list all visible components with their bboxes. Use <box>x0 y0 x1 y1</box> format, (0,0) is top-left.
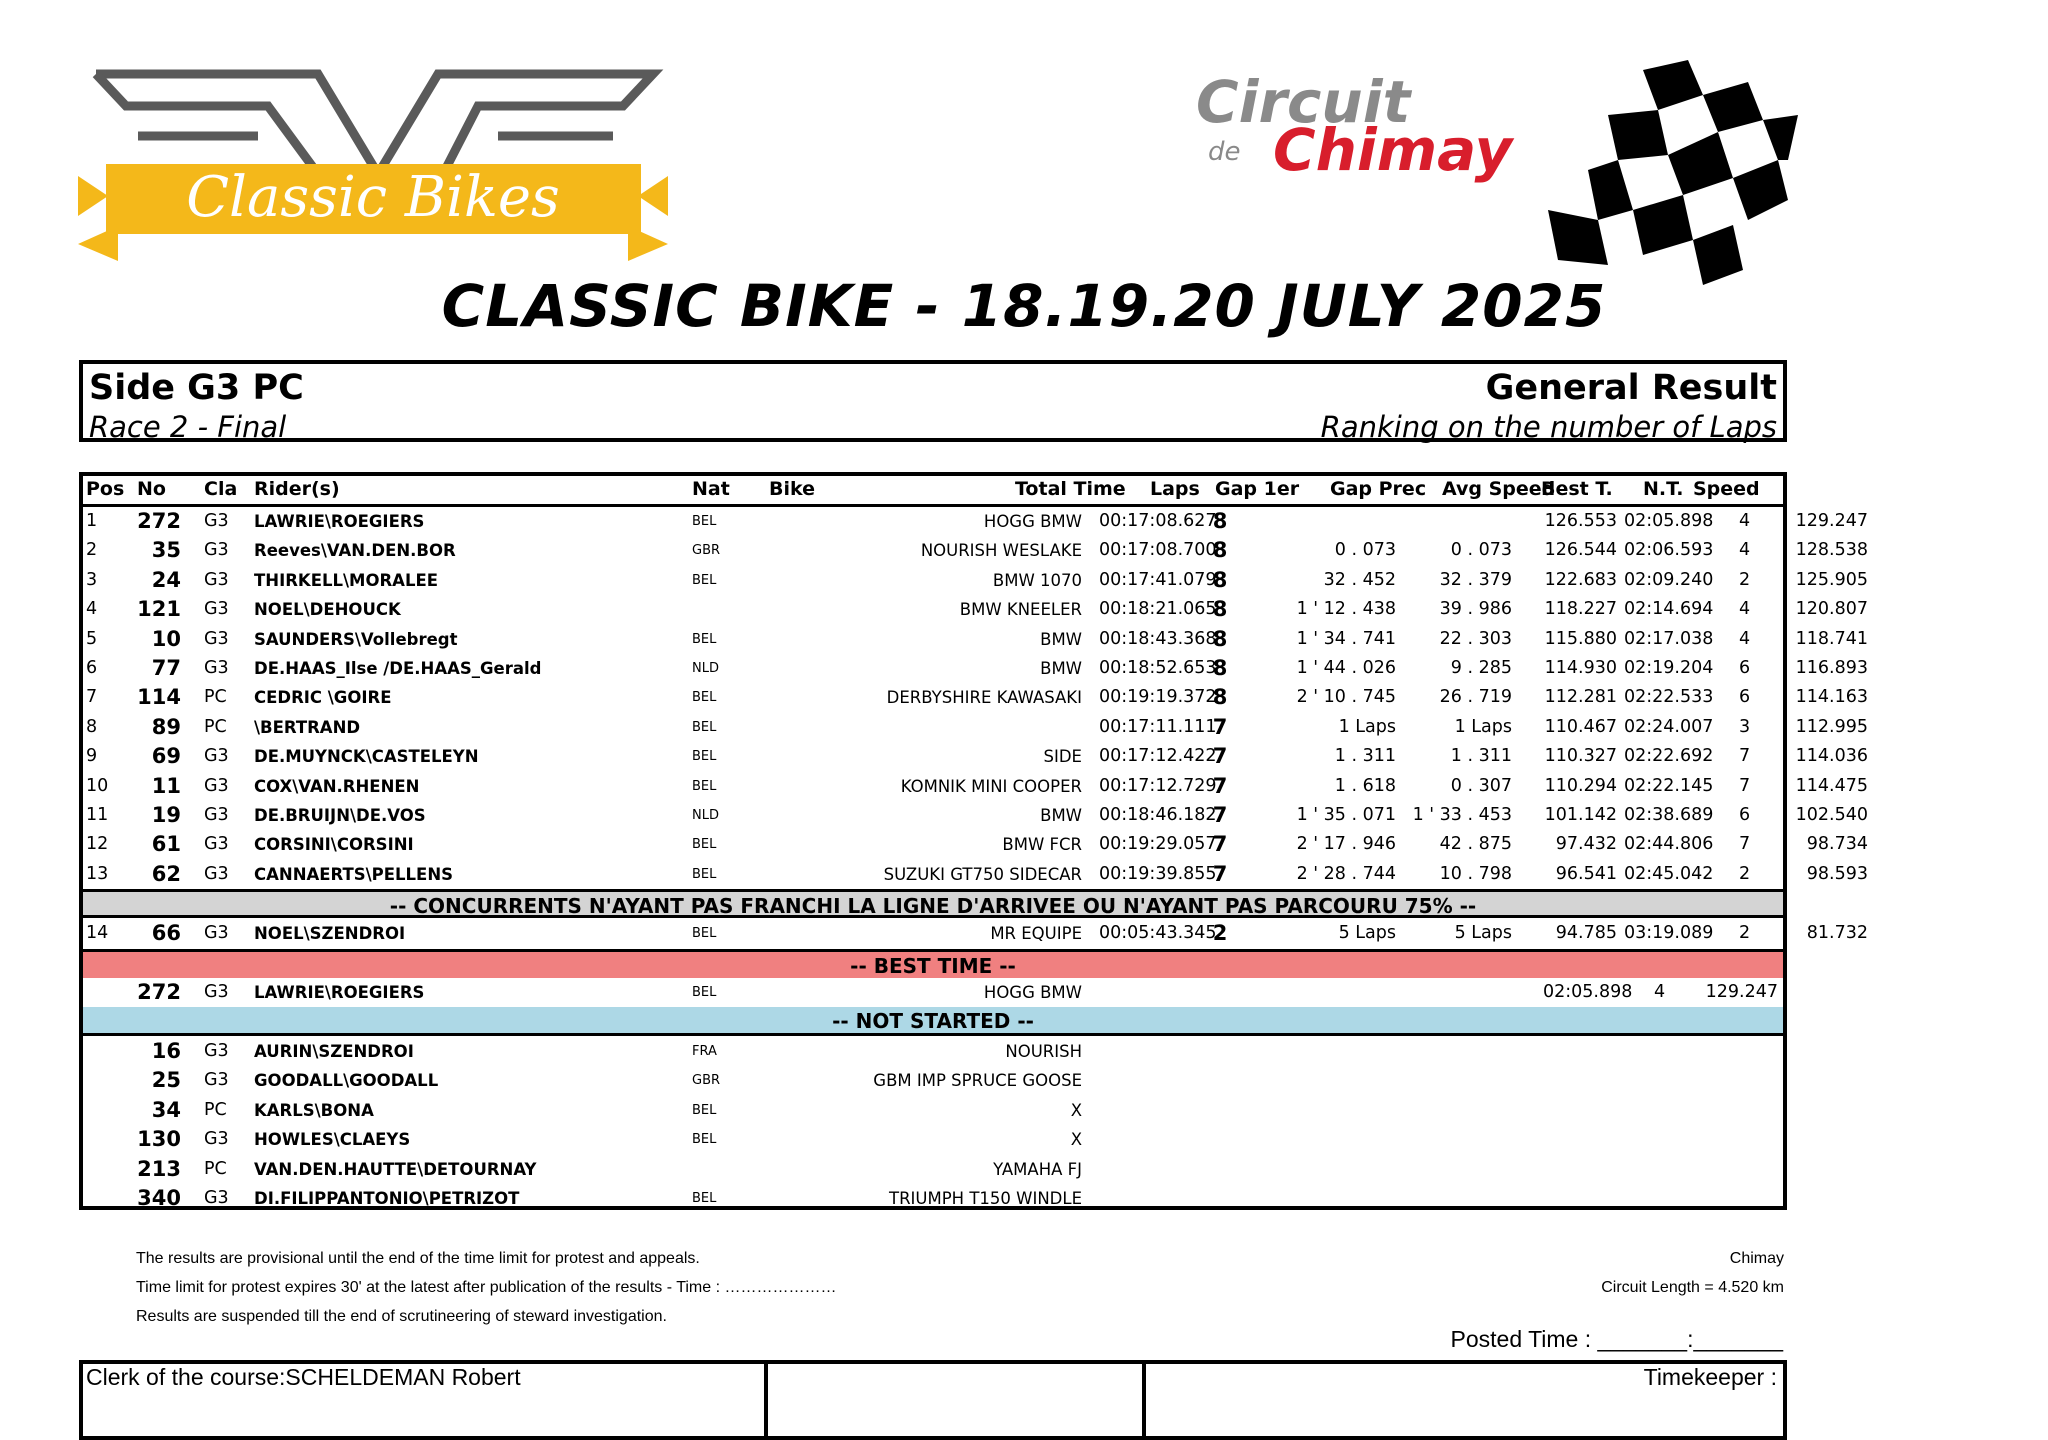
cell-no: 114 <box>137 685 181 710</box>
cell-laps: 8 <box>1212 626 1228 651</box>
col-header-laps: Laps <box>1150 478 1200 500</box>
cell-gap-prev: 32 . 379 <box>1439 569 1512 590</box>
cell-nat: GBR <box>692 1073 721 1089</box>
cell-pos: 9 <box>86 746 98 767</box>
result-type: General Result <box>1485 368 1777 408</box>
table-row <box>83 713 1868 742</box>
cell-speed: 102.540 <box>1795 805 1868 825</box>
cell-total-time: 00:17:12.422 <box>1099 746 1217 767</box>
cell-nat: FRA <box>692 1044 717 1059</box>
cell-gap-first: 5 Laps <box>1338 923 1396 943</box>
col-header-cla: Cla <box>204 478 238 500</box>
cell-avg-speed: 110.294 <box>1544 775 1617 796</box>
cell-laps: 8 <box>1212 509 1228 533</box>
cell-nat: BEL <box>692 1132 717 1148</box>
cell-gap-prev: 0 . 073 <box>1450 540 1512 561</box>
table-row <box>83 566 1868 595</box>
cell-nat: GBR <box>692 543 721 559</box>
cell-total-time: 00:17:08.700 <box>1099 540 1217 561</box>
cell-gap-prev: 22 . 303 <box>1439 628 1512 649</box>
cell-best-time: 02:19.204 <box>1624 658 1714 678</box>
cell-total-time: 00:17:11.111 <box>1099 716 1217 737</box>
cell-riders: DE.MUYNCK\CASTELEYN <box>254 747 479 767</box>
cell-no: 10 <box>151 626 181 651</box>
cell-laps: 7 <box>1212 773 1228 798</box>
cell-bike: SUZUKI GT750 SIDECAR <box>883 864 1082 884</box>
cell-avg-speed: 118.227 <box>1544 599 1617 620</box>
cell-gap-prev: 1 ' 33 . 453 <box>1412 805 1512 825</box>
cell-nat: BEL <box>692 985 717 1000</box>
cell-no: 69 <box>151 744 181 769</box>
cell-no: 130 <box>137 1127 181 1152</box>
cell-gap-first: 1 ' 44 . 026 <box>1296 658 1396 678</box>
cell-pos: 6 <box>86 658 98 678</box>
cell-speed: 114.163 <box>1795 687 1868 708</box>
table-row <box>83 1125 1783 1154</box>
classic-bikes-logo <box>78 66 668 266</box>
cell-best-time: 02:05.898 <box>1543 982 1633 1002</box>
cell-nt: 7 <box>1739 746 1751 767</box>
cell-no: 340 <box>137 1186 181 1210</box>
table-row <box>83 860 1868 889</box>
cell-no: 24 <box>151 567 181 592</box>
cell-cla: G3 <box>204 834 229 855</box>
cell-riders: Reeves\VAN.DEN.BOR <box>254 541 456 561</box>
race-name: Race 2 - Final <box>89 410 287 444</box>
not-started-banner: -- NOT STARTED -- <box>83 1007 1783 1036</box>
table-row <box>83 1184 1783 1213</box>
cell-bike: NOURISH <box>1005 1042 1082 1061</box>
table-row <box>83 1096 1783 1125</box>
cell-gap-first: 1 ' 35 . 071 <box>1296 805 1396 825</box>
cell-cla: G3 <box>204 658 229 678</box>
cell-bike: YAMAHA FJ <box>993 1159 1082 1179</box>
cell-gap-prev: 42 . 875 <box>1439 834 1512 855</box>
cell-speed: 129.247 <box>1795 511 1868 531</box>
cell-gap-prev: 5 Laps <box>1454 923 1512 943</box>
col-header-riders: Rider(s) <box>254 478 340 500</box>
cell-laps: 7 <box>1212 744 1228 769</box>
cell-no: 272 <box>137 509 181 533</box>
cell-riders: KARLS\BONA <box>254 1100 374 1120</box>
cell-speed: 98.593 <box>1806 863 1868 884</box>
cell-gap-first: 32 . 452 <box>1323 569 1396 590</box>
cell-pos: 13 <box>86 863 109 884</box>
cell-nat: BEL <box>692 837 717 853</box>
table-row <box>83 1155 1783 1184</box>
cell-nt: 4 <box>1739 628 1751 649</box>
cell-no: 89 <box>151 714 181 739</box>
cell-bike: DERBYSHIRE KAWASAKI <box>886 688 1082 708</box>
cell-total-time: 00:18:46.182 <box>1099 805 1217 825</box>
cell-speed: 114.036 <box>1795 746 1868 767</box>
cell-gap-prev: 1 Laps <box>1454 716 1512 737</box>
cell-speed: 114.475 <box>1795 775 1868 796</box>
circuit-de-chimay-logo <box>1188 60 1798 285</box>
cell-riders: DE.BRUIJN\DE.VOS <box>254 806 426 825</box>
table-row <box>83 1037 1783 1066</box>
cell-speed: 128.538 <box>1795 540 1868 561</box>
cell-speed: 98.734 <box>1806 834 1868 855</box>
cell-nat: BEL <box>692 690 717 706</box>
cell-nt: 4 <box>1654 982 1666 1002</box>
cell-riders: NOEL\SZENDROI <box>254 924 406 943</box>
cell-bike: SIDE <box>1043 747 1082 767</box>
cell-avg-speed: 126.553 <box>1544 511 1617 531</box>
cell-nt: 3 <box>1739 716 1751 737</box>
cell-gap-first: 1 ' 12 . 438 <box>1296 599 1396 620</box>
cell-gap-prev: 39 . 986 <box>1439 599 1512 620</box>
cell-avg-speed: 97.432 <box>1555 834 1617 855</box>
circuit-logo-word3: Chimay <box>1273 116 1513 184</box>
cell-nat: BEL <box>692 778 717 794</box>
protest-time-note: Time limit for protest expires 30' at the latest after publication of the results - Time : ………………… <box>136 1279 837 1296</box>
cell-cla: G3 <box>204 1041 229 1061</box>
cell-best-time: 02:14.694 <box>1624 599 1714 620</box>
table-row <box>83 978 1783 1007</box>
cell-avg-speed: 101.142 <box>1544 805 1617 825</box>
cell-bike: HOGG BMW <box>983 512 1082 531</box>
cell-cla: G3 <box>204 628 229 649</box>
cell-nt: 4 <box>1739 599 1751 620</box>
cell-laps: 8 <box>1212 685 1228 710</box>
table-row <box>83 507 1868 536</box>
col-header-total-time: Total Time <box>1015 478 1126 500</box>
cell-gap-first: 1 . 618 <box>1334 775 1396 796</box>
cell-no: 213 <box>137 1156 181 1181</box>
cell-nat: NLD <box>692 661 719 676</box>
cell-bike: TRIUMPH T150 WINDLE <box>889 1189 1082 1208</box>
cell-riders: LAWRIE\ROEGIERS <box>254 512 425 531</box>
cell-no: 35 <box>151 538 181 563</box>
cell-gap-prev: 26 . 719 <box>1439 687 1512 708</box>
cell-bike: MR EQUIPE <box>990 924 1082 943</box>
cell-bike: BMW <box>1040 806 1082 825</box>
table-row <box>83 772 1868 801</box>
cell-laps: 8 <box>1212 656 1228 680</box>
race-class: Side G3 PC <box>89 368 304 408</box>
cell-bike: BMW <box>1040 659 1082 678</box>
cell-bike: X <box>1070 1100 1082 1120</box>
cell-bike: KOMNIK MINI COOPER <box>900 776 1082 796</box>
cell-speed: 129.247 <box>1705 982 1778 1002</box>
cell-bike: GBM IMP SPRUCE GOOSE <box>873 1071 1082 1091</box>
cell-gap-first: 1 ' 34 . 741 <box>1296 628 1396 649</box>
col-header-no: No <box>137 478 166 500</box>
cell-no: 25 <box>151 1068 181 1093</box>
cell-pos: 2 <box>86 540 98 561</box>
cell-riders: VAN.DEN.HAUTTE\DETOURNAY <box>254 1159 537 1179</box>
cell-riders: CANNAERTS\PELLENS <box>254 864 454 884</box>
cell-bike: HOGG BMW <box>983 983 1082 1002</box>
cell-nt: 6 <box>1739 805 1751 825</box>
cell-bike: BMW KNEELER <box>959 600 1082 620</box>
cell-riders: CORSINI\CORSINI <box>254 835 414 855</box>
cell-nat: BEL <box>692 1102 717 1118</box>
cell-riders: COX\VAN.RHENEN <box>254 776 420 796</box>
table-row <box>83 595 1868 624</box>
location: Chimay <box>1729 1250 1784 1267</box>
cell-riders: SAUNDERS\Vollebregt <box>254 629 458 649</box>
cell-cla: G3 <box>204 1188 229 1208</box>
cell-laps: 7 <box>1212 861 1228 886</box>
cell-laps: 7 <box>1212 803 1228 827</box>
cell-best-time: 02:22.692 <box>1624 746 1714 767</box>
cell-laps: 7 <box>1212 832 1228 857</box>
timekeeper: Timekeeper : <box>1643 1364 1777 1390</box>
cell-pos: 12 <box>86 834 109 855</box>
cell-speed: 116.893 <box>1795 658 1868 678</box>
cell-gap-first: 2 ' 10 . 745 <box>1296 687 1396 708</box>
circuit-length: Circuit Length = 4.520 km <box>1601 1279 1784 1296</box>
cell-best-time: 02:09.240 <box>1624 569 1714 590</box>
cell-nat: NLD <box>692 808 719 823</box>
cell-total-time: 00:18:52.653 <box>1099 658 1217 678</box>
cell-pos: 14 <box>86 923 109 943</box>
cell-nt: 4 <box>1739 511 1751 531</box>
cell-speed: 125.905 <box>1795 569 1868 590</box>
cell-gap-first: 1 . 311 <box>1334 746 1396 767</box>
cell-riders: DE.HAAS_Ilse /DE.HAAS_Gerald <box>254 659 542 678</box>
cell-total-time: 00:19:19.372 <box>1099 687 1217 708</box>
cell-no: 62 <box>151 861 181 886</box>
circuit-logo-word2: de <box>1208 137 1241 167</box>
table-row <box>83 801 1868 830</box>
col-header-pos: Pos <box>86 478 125 500</box>
cell-avg-speed: 94.785 <box>1555 923 1617 943</box>
table-row <box>83 919 1868 948</box>
cell-total-time: 00:19:39.855 <box>1099 863 1217 884</box>
cell-pos: 5 <box>86 628 98 649</box>
cell-pos: 4 <box>86 599 98 620</box>
cell-total-time: 00:18:21.065 <box>1099 599 1217 620</box>
race-title-box <box>79 360 1787 442</box>
posted-time: Posted Time : _______:_______ <box>1450 1326 1783 1352</box>
cell-avg-speed: 110.327 <box>1544 746 1617 767</box>
circuit-logo-word1: Circuit <box>1196 68 1411 136</box>
cell-avg-speed: 112.281 <box>1544 687 1617 708</box>
cell-cla: G3 <box>204 982 229 1002</box>
col-header-speed: Speed <box>1693 478 1760 500</box>
cell-total-time: 00:17:41.079 <box>1099 569 1217 590</box>
cell-total-time: 00:17:12.729 <box>1099 775 1217 796</box>
cell-nt: 2 <box>1739 863 1751 884</box>
cell-total-time: 00:19:29.057 <box>1099 834 1217 855</box>
cell-laps: 2 <box>1212 921 1228 945</box>
signature-divider <box>764 1364 768 1436</box>
cell-cla: G3 <box>204 511 229 531</box>
cell-nat: BEL <box>692 572 717 588</box>
table-row <box>83 830 1868 859</box>
cell-pos: 11 <box>86 805 109 825</box>
clerk-of-course: Clerk of the course:SCHELDEMAN Robert <box>86 1364 521 1390</box>
cell-bike: BMW FCR <box>1002 835 1082 855</box>
cell-best-time: 02:45.042 <box>1624 863 1714 884</box>
cell-best-time: 03:19.089 <box>1624 923 1714 943</box>
cell-nt: 2 <box>1739 923 1751 943</box>
cell-nt: 7 <box>1739 775 1751 796</box>
cell-riders: CEDRIC \GOIRE <box>254 688 392 708</box>
table-row <box>83 654 1868 683</box>
cell-best-time: 02:05.898 <box>1624 511 1714 531</box>
cell-laps: 7 <box>1212 714 1228 739</box>
cell-riders: HOWLES\CLAEYS <box>254 1130 411 1150</box>
cell-cla: G3 <box>204 923 229 943</box>
cell-avg-speed: 114.930 <box>1544 658 1617 678</box>
cell-laps: 8 <box>1212 597 1228 622</box>
cell-riders: NOEL\DEHOUCK <box>254 600 401 620</box>
cell-best-time: 02:22.533 <box>1624 687 1714 708</box>
col-header-nt: N.T. <box>1643 478 1684 500</box>
cell-speed: 81.732 <box>1806 923 1868 943</box>
cell-cla: PC <box>204 687 227 708</box>
cell-best-time: 02:38.689 <box>1624 805 1714 825</box>
event-title: CLASSIC BIKE - 18.19.20 JULY 2025 <box>441 272 1607 340</box>
cell-bike: X <box>1070 1130 1082 1150</box>
signature-box <box>79 1360 1787 1440</box>
cell-avg-speed: 96.541 <box>1555 863 1617 884</box>
classic-bikes-logo-text: Classic Bikes <box>186 165 560 230</box>
table-row <box>83 742 1868 771</box>
cell-cla: G3 <box>204 569 229 590</box>
cell-cla: G3 <box>204 775 229 796</box>
cell-laps: 8 <box>1212 538 1228 563</box>
col-header-bike: Bike <box>769 478 816 500</box>
table-row <box>83 1066 1783 1095</box>
cell-cla: G3 <box>204 746 229 767</box>
cell-gap-prev: 10 . 798 <box>1439 863 1512 884</box>
cell-gap-prev: 1 . 311 <box>1450 746 1512 767</box>
cell-best-time: 02:24.007 <box>1624 716 1714 737</box>
col-header-avg-speed: Avg Speed <box>1442 478 1556 500</box>
cell-no: 121 <box>137 597 181 622</box>
cell-nat: BEL <box>692 631 717 647</box>
cell-total-time: 00:18:43.368 <box>1099 628 1217 649</box>
cell-nt: 2 <box>1739 569 1751 590</box>
cell-nt: 6 <box>1739 687 1751 708</box>
cell-nt: 7 <box>1739 834 1751 855</box>
cell-laps: 8 <box>1212 567 1228 592</box>
table-row <box>83 536 1868 565</box>
cell-no: 16 <box>151 1039 181 1063</box>
cell-speed: 112.995 <box>1795 716 1868 737</box>
cell-cla: G3 <box>204 863 229 884</box>
cell-gap-first: 1 Laps <box>1338 716 1396 737</box>
cell-cla: G3 <box>204 540 229 561</box>
scrutineering-note: Results are suspended till the end of scrutineering of steward investigation. <box>136 1308 667 1325</box>
cell-riders: AURIN\SZENDROI <box>254 1042 414 1061</box>
cell-pos: 8 <box>86 716 98 737</box>
cell-pos: 1 <box>86 511 98 531</box>
col-header-gap-prev: Gap Prec <box>1330 478 1427 500</box>
cell-riders: THIRKELL\MORALEE <box>254 570 438 590</box>
cell-speed: 120.807 <box>1795 599 1868 620</box>
cell-gap-first: 2 ' 28 . 744 <box>1296 863 1396 884</box>
cell-best-time: 02:17.038 <box>1624 628 1714 649</box>
cell-pos: 3 <box>86 569 98 590</box>
cell-avg-speed: 126.544 <box>1544 540 1617 561</box>
col-header-gap-first: Gap 1er <box>1215 478 1300 500</box>
cell-nat: BEL <box>692 749 717 765</box>
cell-bike: BMW 1070 <box>992 570 1082 590</box>
cell-best-time: 02:44.806 <box>1624 834 1714 855</box>
cell-no: 11 <box>151 773 181 798</box>
cell-total-time: 00:05:43.345 <box>1099 923 1217 943</box>
table-row <box>83 625 1868 654</box>
cell-nat: BEL <box>692 1191 717 1206</box>
cell-cla: PC <box>204 716 227 737</box>
cell-best-time: 02:06.593 <box>1624 540 1714 561</box>
cell-gap-first: 0 . 073 <box>1334 540 1396 561</box>
cell-nt: 4 <box>1739 540 1751 561</box>
ranking-note: Ranking on the number of Laps <box>1320 410 1777 444</box>
cell-nat: BEL <box>692 514 717 529</box>
cell-nt: 6 <box>1739 658 1751 678</box>
table-row <box>83 683 1868 712</box>
cell-pos: 7 <box>86 687 98 708</box>
cell-nat: BEL <box>692 926 717 941</box>
cell-no: 61 <box>151 832 181 857</box>
cell-no: 19 <box>151 803 181 827</box>
col-header-best-time: Best T. <box>1541 478 1613 500</box>
cell-no: 66 <box>151 921 181 945</box>
cell-total-time: 00:17:08.627 <box>1099 511 1217 531</box>
cell-gap-first: 2 ' 17 . 946 <box>1296 834 1396 855</box>
provisional-note: The results are provisional until the end of the time limit for protest and appeals. <box>136 1250 700 1267</box>
cell-cla: G3 <box>204 1070 229 1091</box>
cell-bike: BMW <box>1040 629 1082 649</box>
cell-riders: DI.FILIPPANTONIO\PETRIZOT <box>254 1189 520 1208</box>
cell-gap-prev: 0 . 307 <box>1450 775 1512 796</box>
signature-divider <box>1142 1364 1146 1436</box>
cell-riders: GOODALL\GOODALL <box>254 1071 439 1091</box>
cell-no: 34 <box>151 1097 181 1122</box>
cell-riders: \BERTRAND <box>254 717 361 737</box>
cell-avg-speed: 110.467 <box>1544 716 1617 737</box>
cell-avg-speed: 115.880 <box>1544 628 1617 649</box>
cell-no: 77 <box>151 656 181 680</box>
cell-cla: G3 <box>204 805 229 825</box>
cell-cla: PC <box>204 1099 227 1120</box>
cell-best-time: 02:22.145 <box>1624 775 1714 796</box>
best-time-banner: -- BEST TIME -- <box>83 949 1783 978</box>
cell-speed: 118.741 <box>1795 628 1868 649</box>
cell-gap-prev: 9 . 285 <box>1450 658 1512 678</box>
cell-cla: PC <box>204 1158 227 1179</box>
results-table <box>79 472 1868 1210</box>
cell-riders: LAWRIE\ROEGIERS <box>254 983 425 1002</box>
cell-nat: BEL <box>692 866 717 882</box>
col-header-nat: Nat <box>692 478 730 500</box>
cell-bike: NOURISH WESLAKE <box>920 541 1082 561</box>
cell-cla: G3 <box>204 1129 229 1150</box>
cell-pos: 10 <box>86 775 109 796</box>
cell-cla: G3 <box>204 599 229 620</box>
cell-avg-speed: 122.683 <box>1544 569 1617 590</box>
cell-nat: BEL <box>692 719 717 735</box>
not-finished-banner: -- CONCURRENTS N'AYANT PAS FRANCHI LA LIGNE D'ARRIVEE OU N'AYANT PAS PARCOURU 75% -- <box>83 889 1783 918</box>
cell-no: 272 <box>137 980 181 1004</box>
